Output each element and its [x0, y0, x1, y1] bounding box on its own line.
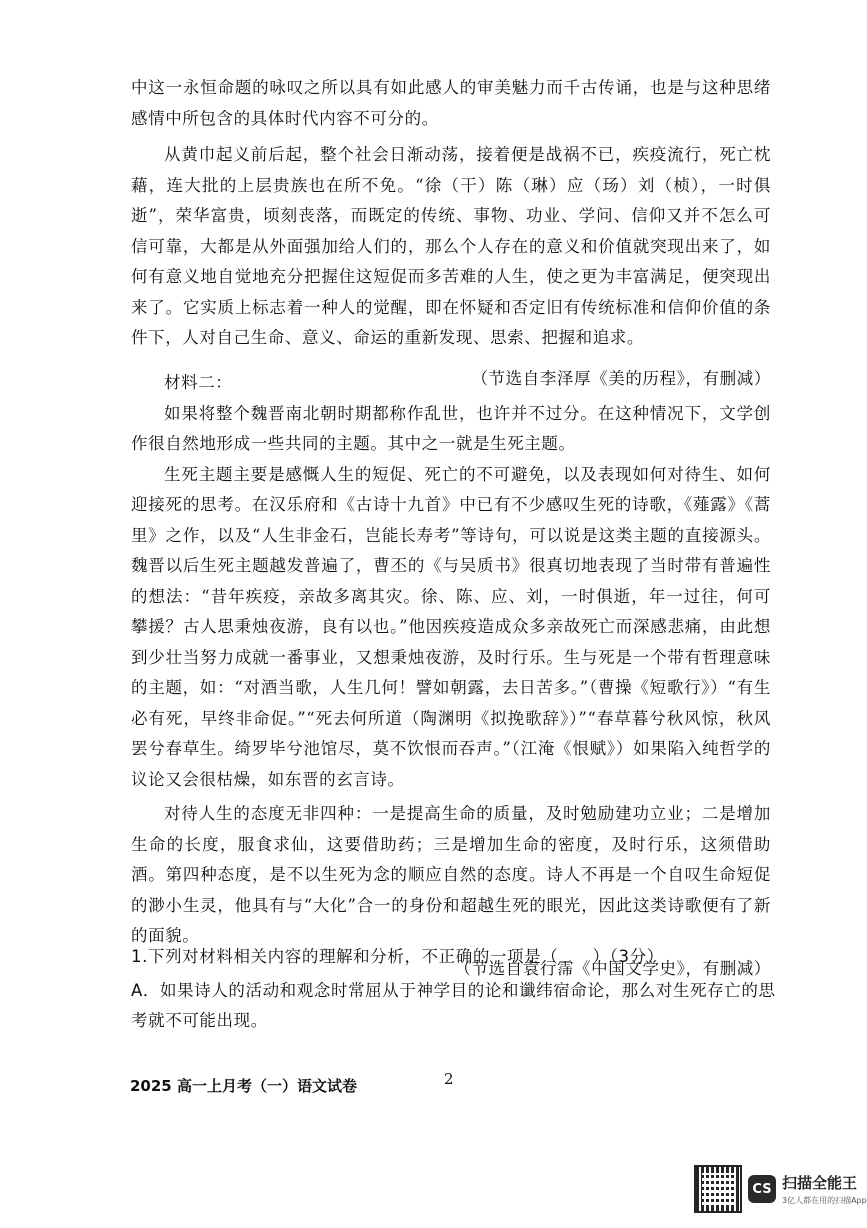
material-two-paragraph-3: 对待人生的态度无非四种：一是提高生命的质量，及时勉励建功立业；二是增加生命的长度，服食求仙，这要借助药；三是增加生命的密度，及时行乐，这须借助酒。第四种态度，是不以生死为念的顺应自然的态度。诗人不再是一个自叹生命短促的渺小生灵，他具有与“大化”合一的身份和超越生死的眼光，因此这类诗歌便有了新的面貌。 — [131, 804, 771, 945]
page-number: 2 — [444, 1070, 454, 1088]
scanner-brand — [782, 1172, 867, 1206]
material-one — [131, 73, 771, 394]
material-two-source: （节选自袁行霈《中国文学史》，有删减） — [454, 958, 771, 978]
scanner-tagline: 3亿人都在用的扫描App — [782, 1196, 867, 1205]
material-two-paragraph-2: 生死主题主要是感慨人生的短促、死亡的不可避免，以及表现如何对待生、如何迎接死的思考。在汉乐府和《古诗十九首》中已有不少感叹生死的诗歌，《薤露》《蒿里》之作，以及“人生非金石，岂能长寿考”等诗句，可以说是这类主题的直接源头。魏晋以后生死主题越发普遍了，曹丕的《与吴质书》很真切地表现了当时带有普遍性的想法：“昔年疾疫，亲故多离其灾。徐、陈、应、刘，一时俱逝，年一过往，何可攀援？古人思秉烛夜游，良有以也。”他因疾疫造成众多亲故死亡而深感悲痛，由此想到少壮当努力成就一番事业，又想秉烛夜游，及时行乐。生与死是一个带有哲理意味的主题，如：“对酒当歌，人生几何！譬如朝露，去日苦多。”（曹操《短歌行》）“有生必有死，早终非命促。”“死去何所道（陶渊明《拟挽歌辞》）”“春草暮兮秋风惊，秋风罢兮春草生。绮罗毕兮池馆尽，莫不饮恨而吞声。”（江淹《恨赋》）如果陷入纯哲学的议论又会很枯燥，如东晋的玄言诗。 — [131, 464, 771, 789]
question-option-a: A．如果诗人的活动和观念时常屈从于神学目的论和谶纬宿命论，那么对生死存亡的思考就不可能出现。 — [131, 981, 776, 1030]
exam-title: 2025 高一上月考（一）语文试卷 — [130, 1077, 357, 1095]
qr-code-icon — [694, 1165, 742, 1213]
material-one-source: （节选自李泽厚《美的历程》，有删减） — [471, 368, 771, 388]
material-two — [131, 368, 771, 984]
material-two-heading: 材料二： — [164, 373, 233, 392]
scanner-watermark — [694, 1165, 867, 1213]
camscanner-logo-icon: CS — [748, 1175, 776, 1203]
material-one-paragraph-2: 从黄巾起义前后起，整个社会日渐动荡，接着便是战祸不已，疾疫流行，死亡枕藉，连大批的上层贵族也在所不免。“徐（干）陈（琳）应（玚）刘（桢），一时俱逝”，荣华富贵，顷刻丧落，而既定的传统、事物、功业、学问、信仰又并不怎么可信可靠，大都是从外面强加给人们的，那么个人存在的意义和价值就突现出来了，如何有意义地自觉地充分把握住这短促而多苦难的人生，使之更为丰富满足，便突现出来了。它实质上标志着一种人的觉醒，即在怀疑和否定旧有传统标准和信仰价值的条件下，人对自己生命、意义、命运的重新发现、思索、把握和追求。 — [131, 145, 771, 347]
material-two-paragraph-1: 如果将整个魏晋南北朝时期都称作乱世，也许并不过分。在这种情况下，文学创作很自然地形成一些共同的主题。其中之一就是生死主题。 — [131, 403, 771, 453]
question-stem: 1.下列对材料相关内容的理解和分析，不正确的一项是（ ）（3分） — [131, 947, 664, 966]
material-one-paragraph-1: 中这一永恒命题的咏叹之所以具有如此感人的审美魅力而千古传诵，也是与这种思绪感情中所包含的具体时代内容不可分的。 — [131, 78, 771, 128]
question-block — [131, 942, 776, 1036]
scanner-name: 扫描全能王 — [782, 1174, 858, 1192]
